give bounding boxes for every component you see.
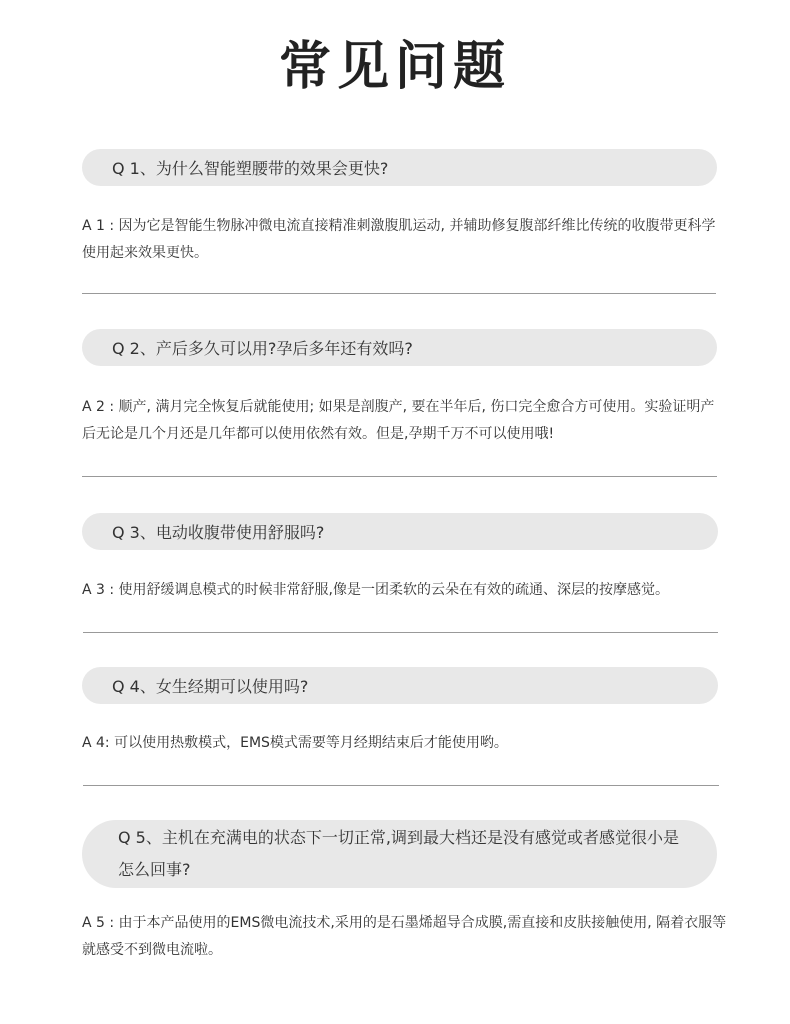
faq-divider-1: [82, 293, 716, 294]
faq-question-1: Q 1、为什么智能塑腰带的效果会更快?: [82, 149, 717, 186]
faq-answer-4: A 4: 可以使用热敷模式，EMS模式需要等月经期结束后才能使用哟。: [82, 735, 508, 751]
faq-divider-3: [83, 632, 718, 633]
faq-question-2: Q 2、产后多久可以用?孕后多年还有效吗?: [82, 329, 717, 366]
faq-question-3: Q 3、电动收腹带使用舒服吗?: [82, 513, 718, 550]
faq-divider-2: [82, 476, 717, 477]
faq-answer-3: A 3 : 使用舒缓调息模式的时候非常舒服,像是一团柔软的云朵在有效的疏通、深层的按摩感觉。: [82, 582, 669, 598]
faq-divider-4: [83, 785, 719, 786]
faq-answer-5: A 5 : 由于本产品使用的EMS微电流技术,采用的是石墨烯超导合成膜,需直接和皮肤接触使用, 隔着衣服等就感受不到微电流啦。: [82, 915, 727, 958]
faq-answer-2: A 2 : 顺产, 满月完全恢复后就能使用; 如果是剖腹产, 要在半年后, 伤口完全愈合方可使用。实验证明产后无论是几个月还是几年都可以使用依然有效。但是,孕期千万不可以使用哦!: [82, 399, 715, 442]
faq-question-5: Q 5、主机在充满电的状态下一切正常,调到最大档还是没有感觉或者感觉很小是怎么回事?: [82, 820, 717, 888]
faq-answer-1: A 1 : 因为它是智能生物脉冲微电流直接精准刺激腹肌运动, 并辅助修复腹部纤维比传统的收腹带更科学使用起来效果更快。: [82, 218, 716, 261]
page-title: 常见问题: [278, 37, 511, 97]
faq-question-4: Q 4、女生经期可以使用吗?: [82, 667, 718, 704]
